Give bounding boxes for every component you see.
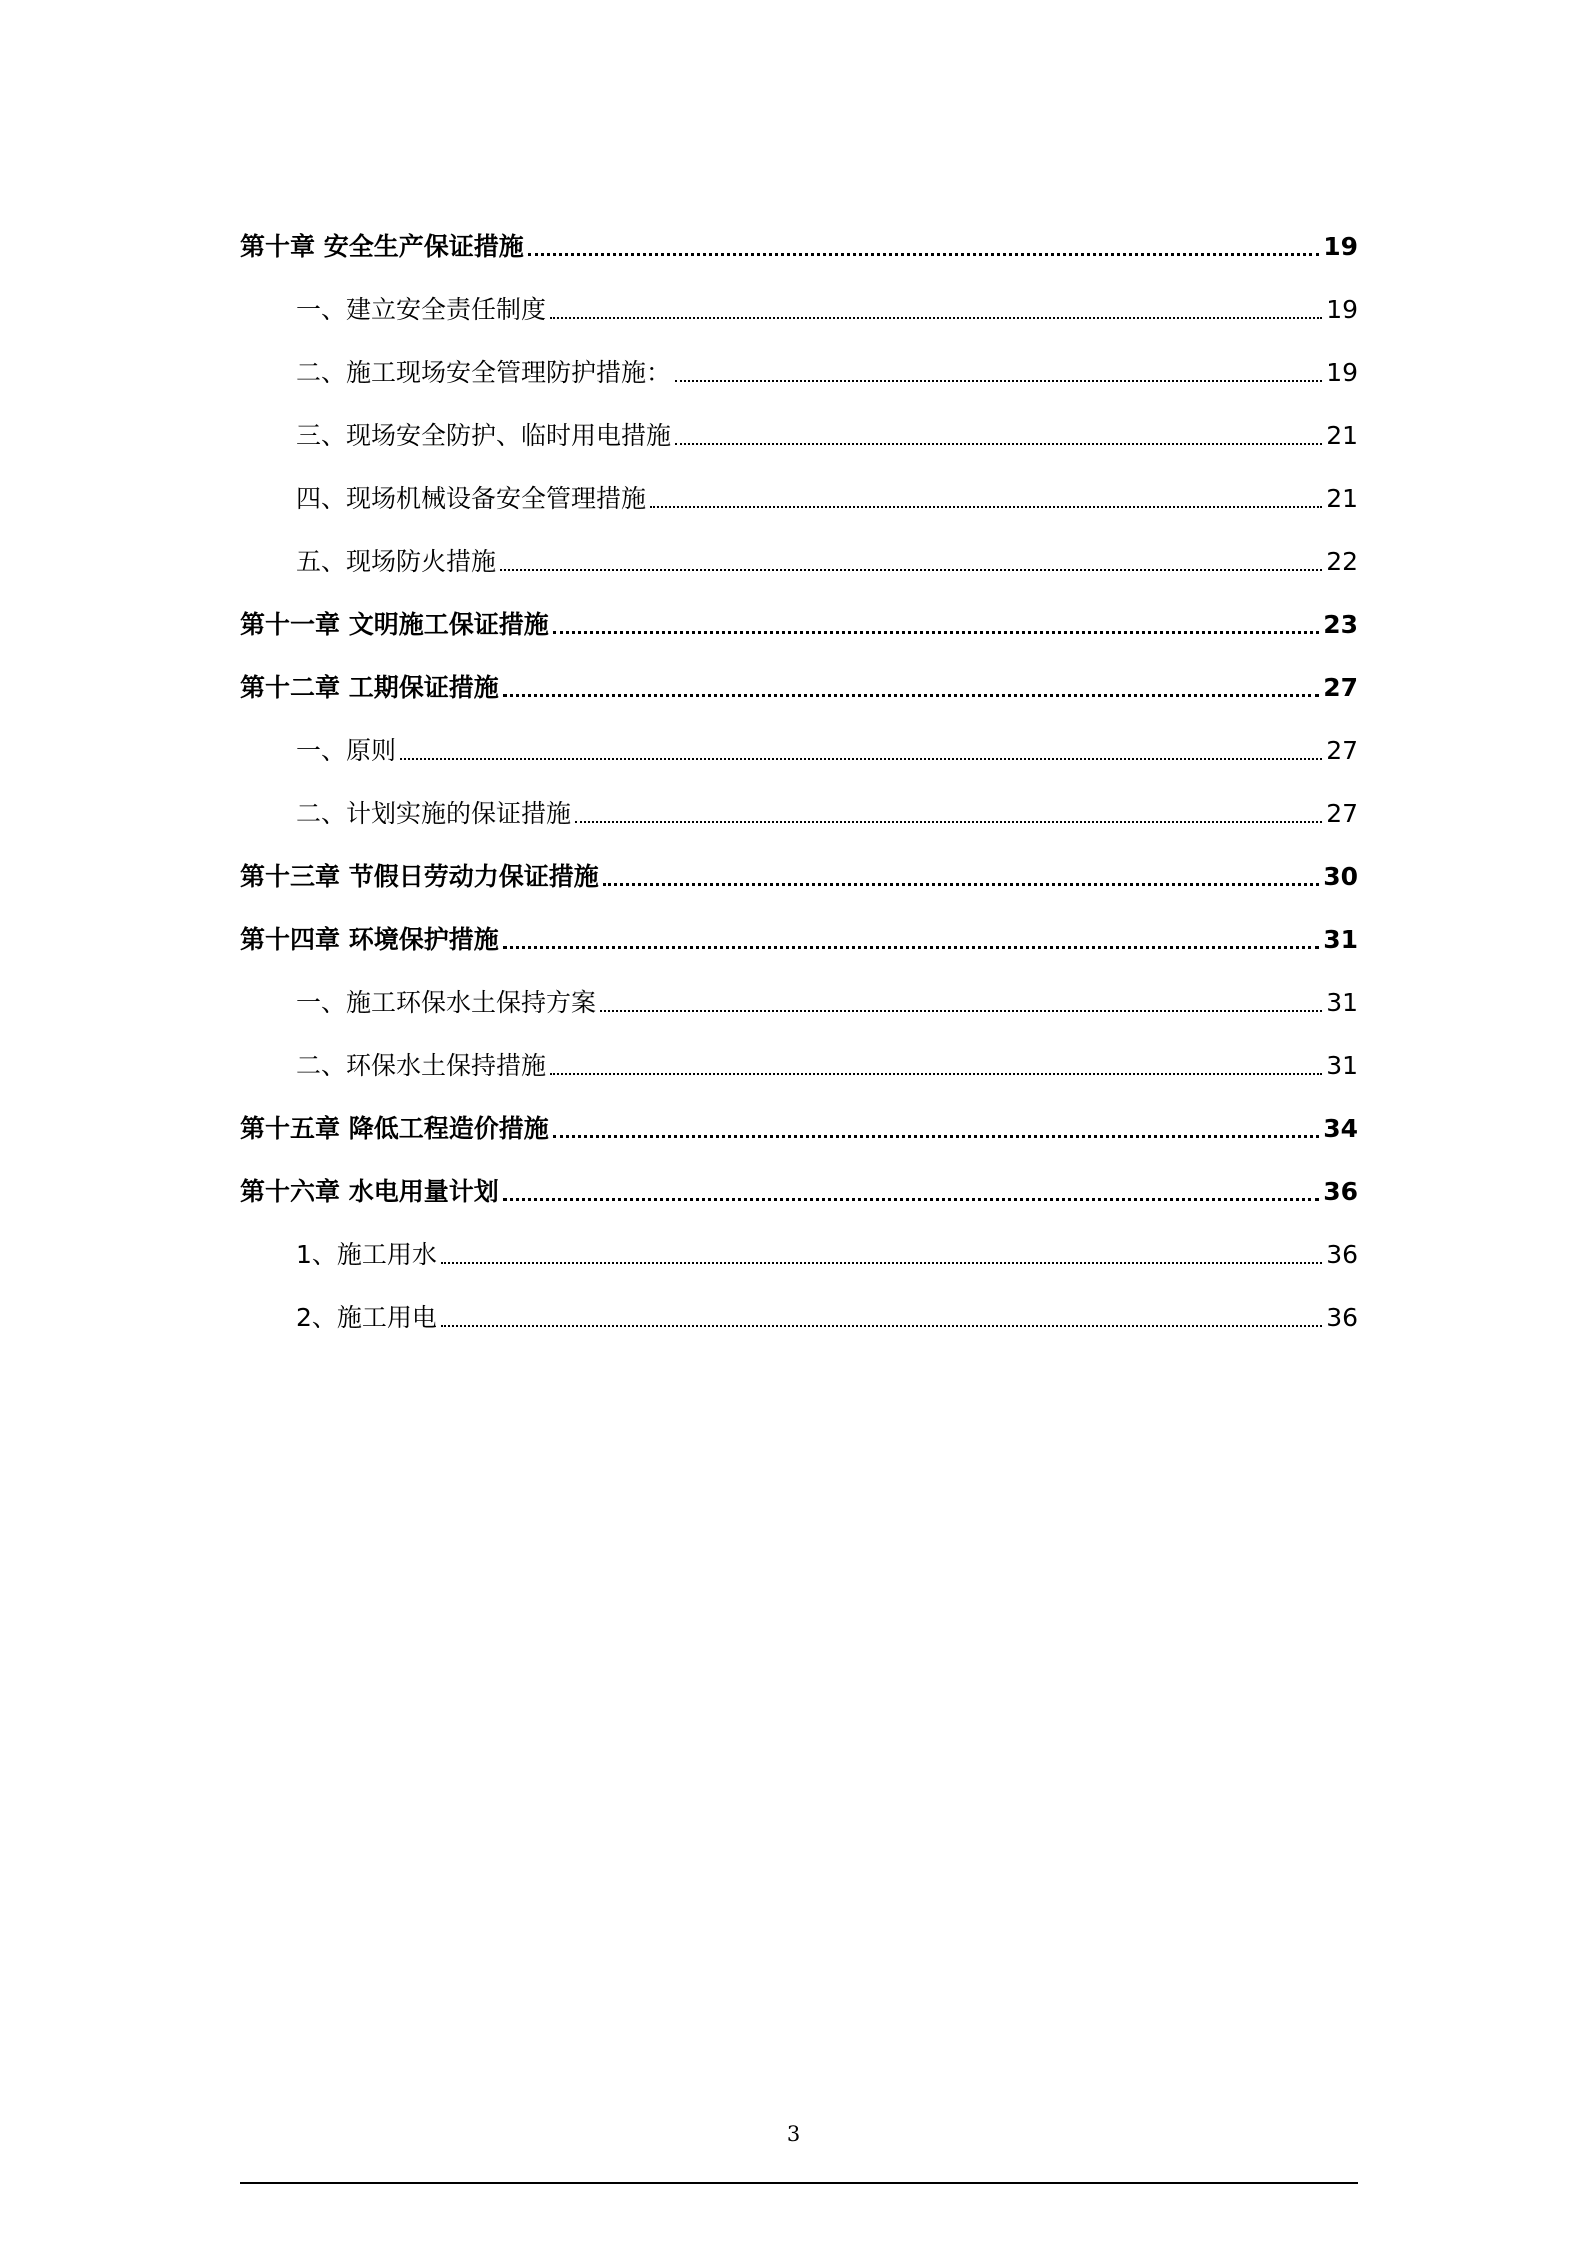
toc-section-entry[interactable] [240, 392, 1358, 455]
dot-leader [503, 946, 1319, 949]
toc-entry-title: 现场防火措施 [346, 547, 497, 576]
toc-entry-number: 一、 [296, 988, 347, 1017]
toc-entry-number: 五、 [296, 547, 347, 576]
toc-chapter-entry[interactable] [240, 644, 1358, 707]
toc-entry-page: 27 [1323, 673, 1358, 702]
toc-entry-title: 节假日劳动力保证措施 [348, 862, 599, 891]
toc-chapter-entry[interactable] [240, 581, 1358, 644]
dot-leader [503, 694, 1319, 697]
dot-leader [553, 631, 1319, 634]
toc-section-entry[interactable] [240, 518, 1358, 581]
toc-chapter-entry[interactable] [240, 203, 1358, 266]
toc-section-entry[interactable] [240, 329, 1358, 392]
toc-entry-page: 31 [1323, 925, 1358, 954]
toc-section-entry[interactable] [240, 770, 1358, 833]
dot-leader [553, 1135, 1319, 1138]
toc-entry-number: 二、 [296, 358, 347, 387]
toc-entry-page: 27 [1326, 736, 1358, 765]
toc-entry-page: 19 [1326, 358, 1358, 387]
toc-entry-title: 计划实施的保证措施 [346, 799, 572, 828]
toc-entry-page: 36 [1326, 1240, 1358, 1269]
toc-entry-page: 21 [1326, 484, 1358, 513]
toc-chapter-entry[interactable] [240, 833, 1358, 896]
toc-entry-title: 环保水土保持措施 [346, 1051, 547, 1080]
toc-entry-title: 水电用量计划 [348, 1177, 499, 1206]
toc-section-entry[interactable] [240, 266, 1358, 329]
toc-entry-title: 工期保证措施 [348, 673, 499, 702]
dot-leader [503, 1198, 1319, 1201]
dot-leader [600, 1010, 1322, 1012]
toc-section-entry[interactable] [240, 455, 1358, 518]
toc-entry-number: 四、 [296, 484, 347, 513]
dot-leader [528, 253, 1319, 256]
toc-entry-title: 施工环保水土保持方案 [346, 988, 597, 1017]
dot-leader [500, 569, 1322, 571]
dot-leader [603, 883, 1319, 886]
toc-entry-page: 27 [1326, 799, 1358, 828]
dot-leader [441, 1262, 1322, 1264]
toc-entry-title: 原则 [346, 736, 397, 765]
toc-section-entry[interactable] [240, 1211, 1358, 1274]
toc-entry-title: 文明施工保证措施 [348, 610, 549, 639]
dot-leader [650, 506, 1322, 508]
footer-rule [240, 2182, 1358, 2184]
dot-leader [441, 1325, 1322, 1327]
toc-entry-number: 2、 [296, 1303, 337, 1332]
toc-entry-number: 三、 [296, 421, 347, 450]
toc-entry-page: 30 [1323, 862, 1358, 891]
dot-leader [400, 758, 1322, 760]
toc-entry-page: 21 [1326, 421, 1358, 450]
toc-section-entry[interactable] [240, 707, 1358, 770]
toc-chapter-entry[interactable] [240, 896, 1358, 959]
toc-entry-title: 现场机械设备安全管理措施 [346, 484, 647, 513]
dot-leader [550, 1073, 1322, 1075]
toc-entry-title: 环境保护措施 [348, 925, 499, 954]
toc-section-entry[interactable] [240, 1274, 1358, 1337]
toc-entry-number: 二、 [296, 1051, 347, 1080]
table-of-contents [240, 203, 1358, 1337]
toc-entry-title: 施工用电 [336, 1303, 437, 1332]
toc-entry-page: 22 [1326, 547, 1358, 576]
toc-entry-number: 第十章 [240, 232, 324, 261]
dot-leader [550, 317, 1322, 319]
toc-entry-page: 36 [1323, 1177, 1358, 1206]
toc-entry-page: 31 [1326, 1051, 1358, 1080]
toc-entry-title: 施工现场安全管理防护措施： [346, 358, 672, 387]
toc-entry-title: 降低工程造价措施 [348, 1114, 549, 1143]
toc-entry-page: 34 [1323, 1114, 1358, 1143]
toc-entry-page: 19 [1326, 295, 1358, 324]
toc-entry-number: 1、 [296, 1240, 337, 1269]
toc-entry-title: 施工用水 [336, 1240, 437, 1269]
toc-entry-page: 23 [1323, 610, 1358, 639]
page-number: 3 [786, 2122, 801, 2146]
toc-entry-number: 第十二章 [240, 673, 349, 702]
toc-chapter-entry[interactable] [240, 1085, 1358, 1148]
toc-entry-page: 19 [1323, 232, 1358, 261]
toc-entry-title: 安全生产保证措施 [323, 232, 524, 261]
toc-entry-title: 现场安全防护、临时用电措施 [346, 421, 672, 450]
toc-entry-page: 31 [1326, 988, 1358, 1017]
toc-entry-number: 第十五章 [240, 1114, 349, 1143]
toc-entry-number: 第十一章 [240, 610, 349, 639]
toc-section-entry[interactable] [240, 1022, 1358, 1085]
toc-entry-number: 一、 [296, 295, 347, 324]
dot-leader [575, 821, 1322, 823]
toc-section-entry[interactable] [240, 959, 1358, 1022]
toc-entry-number: 第十六章 [240, 1177, 349, 1206]
toc-chapter-entry[interactable] [240, 1148, 1358, 1211]
toc-entry-page: 36 [1326, 1303, 1358, 1332]
toc-entry-number: 第十四章 [240, 925, 349, 954]
dot-leader [675, 380, 1322, 382]
toc-entry-number: 二、 [296, 799, 347, 828]
toc-entry-number: 一、 [296, 736, 347, 765]
toc-entry-number: 第十三章 [240, 862, 349, 891]
toc-entry-title: 建立安全责任制度 [346, 295, 547, 324]
dot-leader [675, 443, 1322, 445]
